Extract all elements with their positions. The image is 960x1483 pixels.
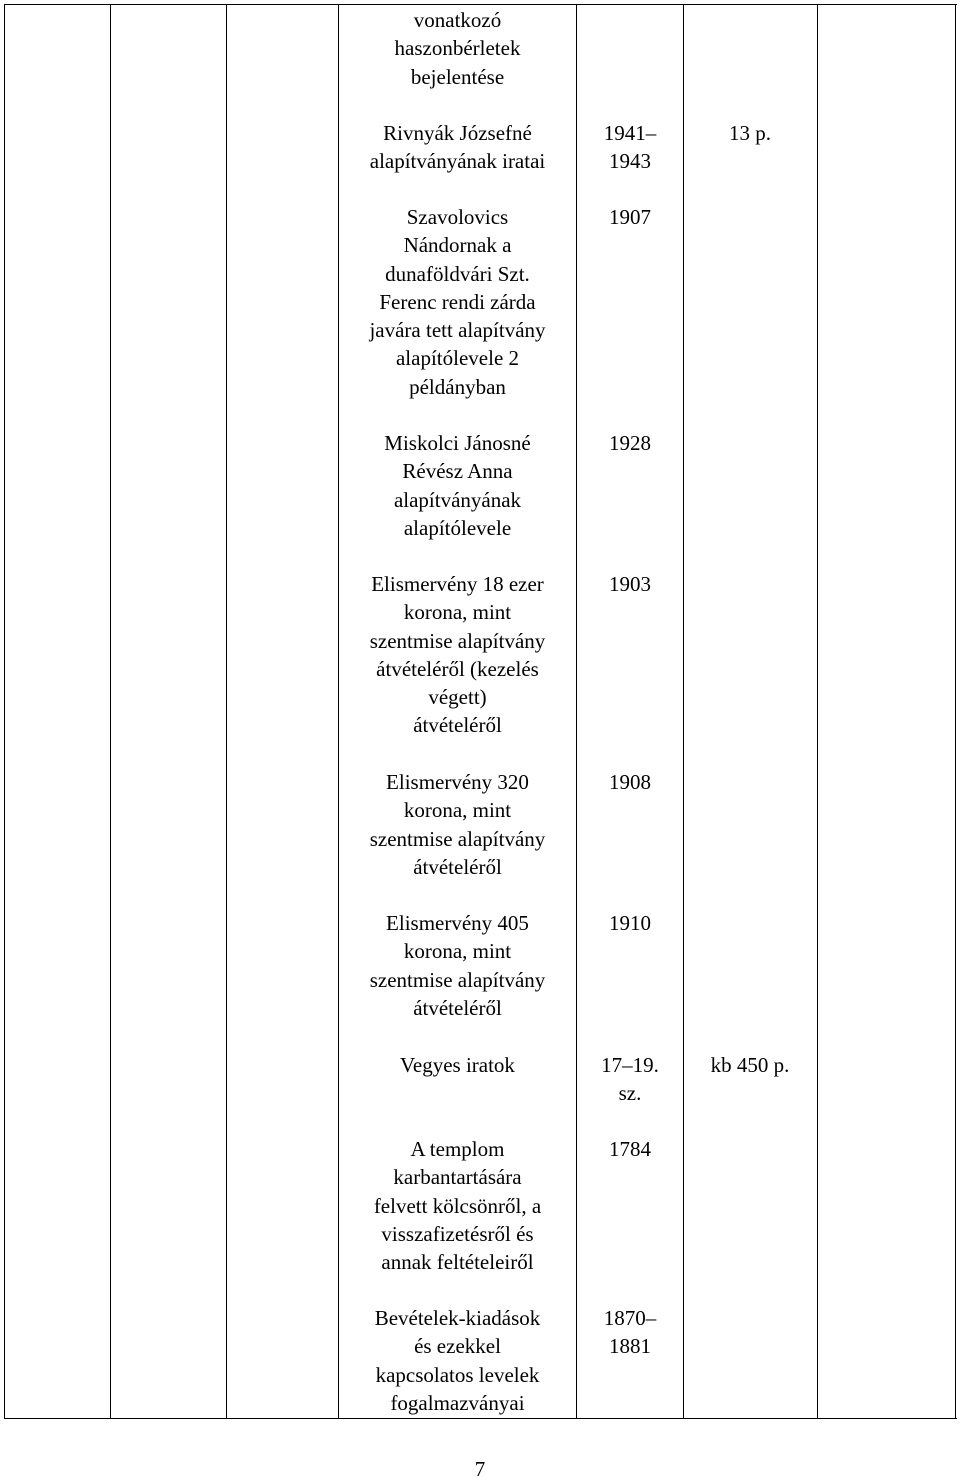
date-line: 17–19. — [601, 1053, 659, 1077]
description-line: átvételéről — [413, 995, 502, 1020]
description-line: alapítólevele 2 — [395, 346, 520, 371]
table-row-description — [340, 203, 575, 401]
description-line: példányban — [409, 374, 506, 399]
column-divider-3 — [338, 4, 339, 1419]
description-line: szentmise alapítvány — [369, 967, 546, 992]
table-row-description — [340, 1135, 575, 1276]
description-line: Nándornak a — [403, 233, 512, 258]
description-line: Rivnyák Józsefné — [383, 121, 532, 145]
description-line: vonatkozó — [413, 8, 502, 32]
column-divider-6 — [817, 4, 818, 1419]
description-line: Elismervény 405 — [386, 911, 529, 935]
description-line: Révész Anna — [402, 459, 513, 484]
table-border-top — [4, 4, 957, 5]
date-line: 1903 — [609, 572, 651, 596]
description-line: alapítványának — [393, 487, 522, 512]
date-line: 1910 — [609, 911, 651, 935]
description-line: javára tett alapítvány — [369, 318, 546, 343]
description-line: kapcsolatos levelek — [375, 1362, 540, 1387]
description-line: korona, mint — [403, 939, 512, 964]
column-divider-1 — [110, 4, 111, 1419]
description-line: átvételéről — [413, 854, 502, 879]
table-row-date — [580, 909, 680, 937]
table-row-extent: 13 p. — [729, 121, 771, 145]
table-row-date — [580, 203, 680, 231]
column-divider-5 — [683, 4, 684, 1419]
table-row-description — [340, 1304, 575, 1417]
description-line: alapítólevele — [403, 515, 512, 540]
table-row-date — [580, 1135, 680, 1163]
description-line: Bevételek-kiadások — [374, 1306, 541, 1330]
description-line: átvételéről (kezelés — [376, 656, 539, 681]
date-line: 1881 — [609, 1334, 651, 1359]
table-row-date — [580, 1304, 680, 1361]
description-line: Elismervény 320 — [386, 770, 529, 794]
description-line: karbantartására — [393, 1165, 522, 1190]
description-line: Elismervény 18 ezer — [371, 572, 544, 596]
description-line: Miskolci Jánosné — [384, 431, 531, 455]
column-divider-2 — [226, 4, 227, 1419]
table-row-description — [340, 768, 575, 881]
column-divider-4 — [576, 4, 577, 1419]
table-row-date — [580, 429, 680, 457]
description-line: visszafizetésről és — [381, 1221, 534, 1246]
description-line: végett) — [428, 685, 487, 710]
description-line: és ezekkel — [414, 1334, 501, 1359]
date-line: 1941– — [603, 121, 657, 145]
table-row-description — [340, 6, 575, 91]
description-line: Szavolovics — [406, 205, 509, 229]
date-line: 1943 — [609, 149, 651, 174]
table-row-date — [580, 768, 680, 796]
description-line: szentmise alapítvány — [369, 628, 546, 653]
table-border-left — [4, 4, 5, 1419]
date-line: 1870– — [603, 1306, 657, 1330]
table-border-right — [955, 4, 956, 1419]
table-row-description — [340, 429, 575, 542]
table-row-date — [580, 570, 680, 598]
description-line: felvett kölcsönről, a — [373, 1193, 542, 1218]
description-line: átvételéről — [413, 713, 502, 738]
description-line: szentmise alapítvány — [369, 826, 546, 851]
description-line: bejelentése — [410, 64, 505, 89]
table-border-bottom — [4, 1418, 957, 1419]
description-line: korona, mint — [403, 798, 512, 823]
table-row-extent: kb 450 p. — [710, 1053, 790, 1077]
date-line: 1907 — [609, 205, 651, 229]
table-row-description — [340, 119, 575, 176]
description-line: Ferenc rendi zárda — [379, 289, 536, 314]
description-line: fogalmazványai — [390, 1390, 525, 1415]
description-line: korona, mint — [403, 600, 512, 625]
date-line: 1928 — [609, 431, 651, 455]
page-number: 7 — [474, 1457, 486, 1481]
table-row-date — [580, 119, 680, 176]
date-line: 1908 — [609, 770, 651, 794]
description-line: dunaföldvári Szt. — [385, 261, 530, 286]
table-row-description — [340, 1051, 575, 1079]
description-line: alapítványának iratai — [369, 149, 546, 174]
table-row-description — [340, 909, 575, 1022]
description-line: A templom — [410, 1137, 505, 1161]
description-line: Vegyes iratok — [400, 1053, 515, 1077]
table-row-description — [340, 570, 575, 740]
date-line: sz. — [618, 1081, 642, 1106]
description-line: haszonbérletek — [394, 36, 521, 61]
date-line: 1784 — [609, 1137, 651, 1161]
table-row-date — [580, 1051, 680, 1108]
description-line: annak feltételeiről — [381, 1250, 534, 1275]
